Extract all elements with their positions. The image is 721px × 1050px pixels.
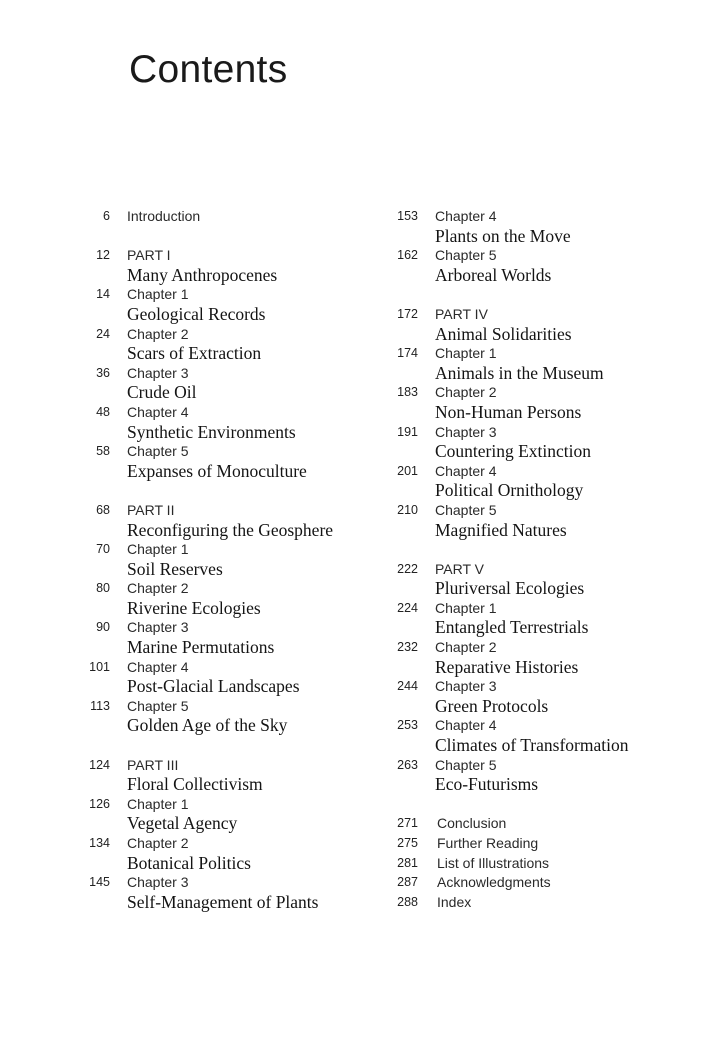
page-number: 210 bbox=[397, 502, 418, 517]
toc-entry bbox=[70, 795, 390, 834]
toc-entry bbox=[70, 697, 390, 736]
toc-entry bbox=[370, 383, 710, 422]
entry-title: Plants on the Move bbox=[435, 225, 571, 246]
page-number: 174 bbox=[397, 346, 418, 361]
entry-title: Non-Human Persons bbox=[435, 401, 582, 422]
page-number: 145 bbox=[89, 875, 110, 890]
entry-label: Chapter 2 bbox=[435, 639, 497, 656]
entry-label: Chapter 5 bbox=[435, 756, 497, 773]
page-number: 14 bbox=[96, 287, 110, 302]
page-number: 6 bbox=[103, 209, 110, 223]
entry-label: Chapter 4 bbox=[127, 403, 189, 420]
toc-entry bbox=[70, 325, 390, 364]
toc-entry bbox=[370, 677, 710, 716]
toc-entry bbox=[70, 873, 390, 912]
entry-title: Synthetic Environments bbox=[127, 421, 296, 442]
page-number: 126 bbox=[89, 796, 110, 811]
page-number: 253 bbox=[397, 718, 418, 733]
toc-column-left bbox=[70, 207, 390, 912]
page-number: 68 bbox=[96, 502, 110, 517]
entry-title: Crude Oil bbox=[127, 382, 197, 403]
toc-entry bbox=[370, 246, 710, 285]
entry-label: PART II bbox=[127, 501, 175, 518]
entry-label: Chapter 2 bbox=[127, 835, 189, 851]
toc-entry bbox=[70, 540, 390, 579]
toc-entry bbox=[70, 403, 390, 442]
toc-column-right bbox=[370, 207, 710, 912]
entry-title: Climates of Transformation bbox=[435, 735, 629, 756]
entry-title: Botanical Politics bbox=[127, 852, 251, 873]
page-number: 58 bbox=[96, 444, 110, 459]
toc-entry bbox=[370, 207, 710, 246]
page-number: 172 bbox=[397, 306, 418, 321]
entry-title: Soil Reserves bbox=[127, 558, 223, 579]
entry-label: Conclusion bbox=[437, 815, 507, 832]
entry-label: Chapter 4 bbox=[435, 717, 497, 734]
entry-title: Post-Glacial Landscapes bbox=[127, 676, 300, 697]
section-spacer bbox=[370, 540, 710, 560]
page-number: 222 bbox=[397, 561, 418, 576]
toc-entry bbox=[370, 638, 710, 677]
toc-entry bbox=[70, 501, 390, 540]
page-number: 263 bbox=[397, 757, 418, 772]
entry-label: PART IV bbox=[435, 305, 488, 322]
toc-backmatter-entry bbox=[370, 834, 710, 854]
entry-title: Reconfiguring the Geosphere bbox=[127, 519, 334, 540]
entry-title: Green Protocols bbox=[435, 695, 549, 716]
toc-entry bbox=[70, 658, 390, 697]
entry-label: Chapter 2 bbox=[127, 325, 189, 342]
toc-backmatter-entry bbox=[370, 893, 710, 913]
entry-title: Scars of Extraction bbox=[127, 343, 262, 364]
page-number: 153 bbox=[397, 209, 418, 223]
entry-title: Political Ornithology bbox=[435, 480, 584, 501]
entry-title: Floral Collectivism bbox=[127, 774, 263, 795]
section-spacer bbox=[70, 736, 390, 756]
page-number: 271 bbox=[397, 816, 418, 831]
toc-entry bbox=[370, 599, 710, 638]
toc-entry bbox=[370, 344, 710, 383]
page-number: 124 bbox=[89, 757, 110, 772]
entry-label: Chapter 1 bbox=[435, 345, 497, 362]
entry-label: Chapter 1 bbox=[127, 795, 189, 812]
entry-title: Magnified Natures bbox=[435, 519, 567, 540]
entry-label: Index bbox=[437, 893, 472, 910]
page-number: 36 bbox=[96, 365, 110, 380]
entry-label: Chapter 4 bbox=[435, 208, 497, 224]
page-number: 24 bbox=[96, 326, 110, 341]
page-number: 12 bbox=[96, 248, 110, 263]
entry-title: Countering Extinction bbox=[435, 441, 592, 462]
section-spacer bbox=[370, 795, 710, 815]
entry-label: Introduction bbox=[127, 208, 201, 224]
entry-title: Many Anthropocenes bbox=[127, 264, 278, 285]
entry-label: Chapter 1 bbox=[127, 541, 189, 558]
entry-label: PART V bbox=[435, 560, 485, 577]
entry-label: Chapter 5 bbox=[435, 247, 497, 264]
toc-entry bbox=[370, 501, 710, 540]
entry-title: Vegetal Agency bbox=[127, 813, 238, 834]
entry-label: Chapter 1 bbox=[435, 599, 497, 616]
entry-label: Chapter 3 bbox=[127, 874, 189, 891]
section-spacer bbox=[70, 481, 390, 501]
entry-label: Chapter 3 bbox=[435, 678, 497, 695]
section-spacer bbox=[370, 285, 710, 305]
toc-entry bbox=[70, 207, 390, 227]
toc-entry bbox=[370, 756, 710, 795]
entry-title: Animals in the Museum bbox=[435, 362, 604, 383]
entry-label: Chapter 4 bbox=[127, 658, 189, 675]
entry-label: Chapter 3 bbox=[127, 619, 189, 636]
page-number: 191 bbox=[397, 424, 418, 439]
page-number: 224 bbox=[397, 600, 418, 615]
entry-title: Geological Records bbox=[127, 303, 266, 324]
entry-title: Golden Age of the Sky bbox=[127, 715, 288, 736]
page-number: 113 bbox=[90, 698, 110, 713]
entry-label: Chapter 2 bbox=[435, 384, 497, 401]
toc-entry bbox=[70, 618, 390, 657]
entry-label: Acknowledgments bbox=[437, 874, 551, 891]
entry-title: Arboreal Worlds bbox=[435, 264, 552, 285]
entry-label: Chapter 1 bbox=[127, 286, 189, 303]
page-number: 281 bbox=[397, 855, 418, 870]
entry-label: Chapter 5 bbox=[435, 501, 497, 518]
entry-label: Chapter 3 bbox=[435, 423, 497, 440]
toc-entry bbox=[370, 305, 710, 344]
entry-title: Animal Solidarities bbox=[435, 323, 572, 344]
entry-label: Chapter 2 bbox=[127, 580, 189, 597]
page-number: 48 bbox=[96, 404, 110, 419]
entry-title: Marine Permutations bbox=[127, 637, 275, 658]
toc-entry bbox=[370, 462, 710, 501]
entry-label: Chapter 4 bbox=[435, 462, 497, 479]
toc-entry bbox=[70, 285, 390, 324]
page-number: 183 bbox=[397, 385, 418, 400]
page-title: Contents bbox=[129, 48, 288, 91]
page-number: 288 bbox=[397, 894, 418, 909]
toc-entry bbox=[70, 246, 390, 285]
entry-title: Entangled Terrestrials bbox=[435, 617, 589, 638]
toc-entry bbox=[370, 716, 710, 755]
entry-label: Chapter 5 bbox=[127, 697, 189, 714]
page-number: 244 bbox=[397, 679, 418, 694]
entry-title: Eco-Futurisms bbox=[435, 774, 539, 795]
page-number: 70 bbox=[96, 542, 110, 557]
entry-title: Expanses of Monoculture bbox=[127, 460, 307, 481]
toc-backmatter-entry bbox=[370, 854, 710, 874]
toc-entry bbox=[370, 423, 710, 462]
entry-label: Chapter 3 bbox=[127, 364, 189, 381]
page-number: 90 bbox=[96, 620, 110, 635]
page-number: 275 bbox=[397, 836, 418, 850]
entry-title: Riverine Ecologies bbox=[127, 597, 261, 618]
entry-label: PART III bbox=[127, 756, 179, 773]
entry-label: Chapter 5 bbox=[127, 443, 189, 460]
page-number: 232 bbox=[397, 640, 418, 655]
toc-entry bbox=[70, 579, 390, 618]
page-number: 80 bbox=[96, 581, 110, 596]
toc-entry bbox=[70, 756, 390, 795]
page-number: 162 bbox=[397, 248, 418, 263]
page-number: 287 bbox=[397, 875, 418, 890]
toc-entry bbox=[70, 834, 390, 873]
entry-label: Further Reading bbox=[437, 835, 539, 851]
toc-entry bbox=[370, 560, 710, 599]
toc-entry bbox=[70, 364, 390, 403]
toc-backmatter-entry bbox=[370, 873, 710, 893]
page-number: 201 bbox=[397, 463, 418, 478]
entry-label: List of Illustrations bbox=[437, 854, 550, 871]
section-spacer bbox=[70, 227, 390, 247]
entry-title: Reparative Histories bbox=[435, 656, 579, 677]
page-number: 134 bbox=[89, 836, 110, 850]
page-number: 101 bbox=[89, 659, 110, 674]
entry-title: Pluriversal Ecologies bbox=[435, 578, 585, 599]
entry-label: PART I bbox=[127, 247, 171, 264]
entry-title: Self-Management of Plants bbox=[127, 891, 319, 912]
toc-backmatter-entry bbox=[370, 814, 710, 834]
toc-entry bbox=[70, 442, 390, 481]
